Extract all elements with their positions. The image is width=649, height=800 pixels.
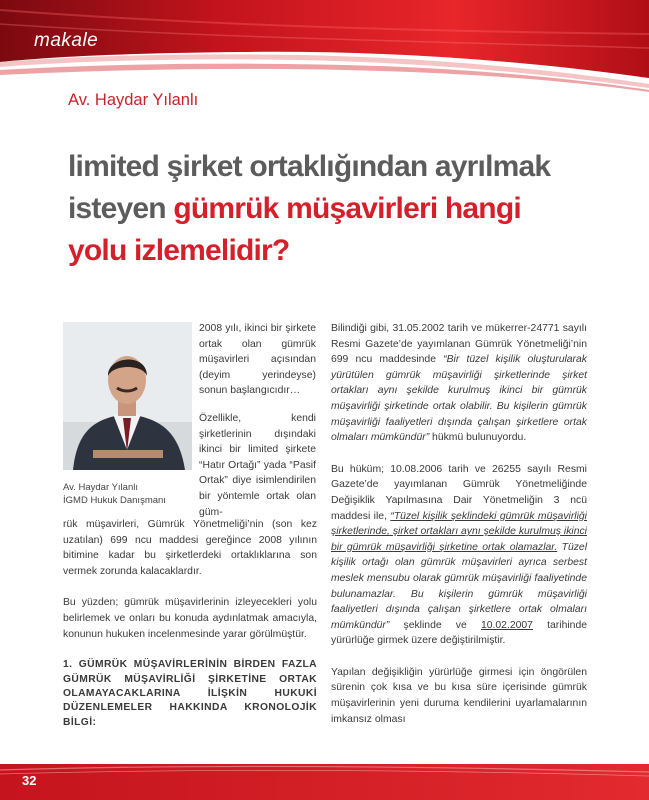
caption-name: Av. Haydar Yılanlı [63,482,138,493]
paragraph: 2008 yılı, ikinci bir şirkete ortak olan gümrük müşavirleri açısından (deyim yerindeyse) sonun başlangıcıdır… [199,323,316,397]
text-span: tarihinde yürürlüğe girmek üzere değiştirilmiştir. [331,619,587,647]
paragraph [331,321,587,446]
title-line-1: limited şirket ortaklığından ayrılmak [68,150,551,183]
quote-underlined: “Tüzel kişilik şeklindeki gümrük müşavirliği şirketlerinde, şirket ortakları aynı şekilde kurulmuş ikinci bir gümrük müşavirliği şirketine ortak olamazlar. [331,510,587,553]
paragraph: rük müşavirleri, Gümrük Yönetmeliği’nin (son kez uzatılan) 699 ncu maddesi gereğince 2008 yılının bitimine kadar bu şirketlerdeki ortaklıklarına son vermek zorunda kalacaklardır. [63,519,317,577]
text-span: Bu hüküm; 10.08.2006 tarih ve 26255 sayılı Resmi Gazete’de yayımlanan Gümrük Yönetmeliğinde Değişiklik Yapılmasına Dair Yönetmeliğin 3 ncü maddesi ile, [331,463,587,522]
quote-span: “Bir tüzel kişilik oluşturularak yürütülen gümrük müşavirliği şirketlerinde şirket ortakları aynı şekilde kurulmuş ikinci bir gümrük müşavirliği şirketinde ortak olabilir. Bu kişilerin gümrük müşavirliği faaliyetleri dışında çalışan şirketlere ortak olmaları mümkündür” [331,354,587,444]
footer-band [0,764,649,800]
paragraph [331,462,587,649]
author-name: Av. Haydar Yılanlı [68,91,199,109]
author-photo [63,322,192,470]
title-line-2-red: gümrük müşavirleri hangi [173,192,521,225]
column-1-narrow [199,321,316,520]
text-span: Bilindiği gibi, 31.05.2002 tarih ve mükerrer-24771 sayılı Resmi Gazete’de yayımlanan Gümrük Yönetmeliği’nin 699 ncu maddesinde [331,323,587,366]
page-number: 32 [22,773,37,788]
paragraph: Bu yüzden; gümrük müşavirlerinin izleyecekleri yolu belirlemek ve onları bu konuda aydınlatmak amacıyla, konunun hukuken incelenmesinde yarar görülmüştür. [63,597,317,640]
section-label: makale [34,30,99,51]
page-title [68,146,608,272]
title-line-2-dark: isteyen [68,192,174,225]
footer-graphic [0,764,649,800]
title-line-3-red: yolu izlemelidir? [68,234,290,267]
caption-title: İGMD Hukuk Danışmanı [63,495,166,506]
quote-span: Tüzel kişilik ortağı olan gümrük müşavirleri ayrıca serbest meslek mensubu olarak gümrük müşavirliği faaliyetinde bulunamazlar. Bu kişilerin gümrük müşavirliği faaliyetleri dışında çalışan şirketlere ortak olmaları mümkündür” [331,541,588,631]
photo-caption [63,481,193,507]
text-span: şeklinde ve [389,619,481,631]
column-2 [331,321,587,739]
paragraph: Yapılan değişikliğin yürürlüğe girmesi için öngörülen sürenin çok kısa ve bu kısa süre içerisinde gümrük müşavirlerinin yeni duruma kendilerini uyarlamalarının imkansız olması [331,666,587,725]
column-1-wide [63,517,317,742]
section-heading: 1. GÜMRÜK MÜŞAVİRLERİNİN BİRDEN FAZLA GÜMRÜK MÜŞAVİRLİĞİ ŞİRKETİNE ORTAK OLAMAYACAKLARINA İLİŞKİN HUKUKİ DÜZENLEMELER HAKKINDA KRONOLOJİK BİLGİ: [63,659,317,728]
paragraph: Özellikle, kendi şirketlerinin dışındaki ikinci bir limited şirkete “Hatır Ortağı” yada “Pasif Ortak” diye isimlendirilen bir yöntemle ortak olan güm- [199,412,316,518]
date-underlined: 10.02.2007 [480,619,533,631]
text-span: hükmü bulunuyordu. [429,432,527,444]
